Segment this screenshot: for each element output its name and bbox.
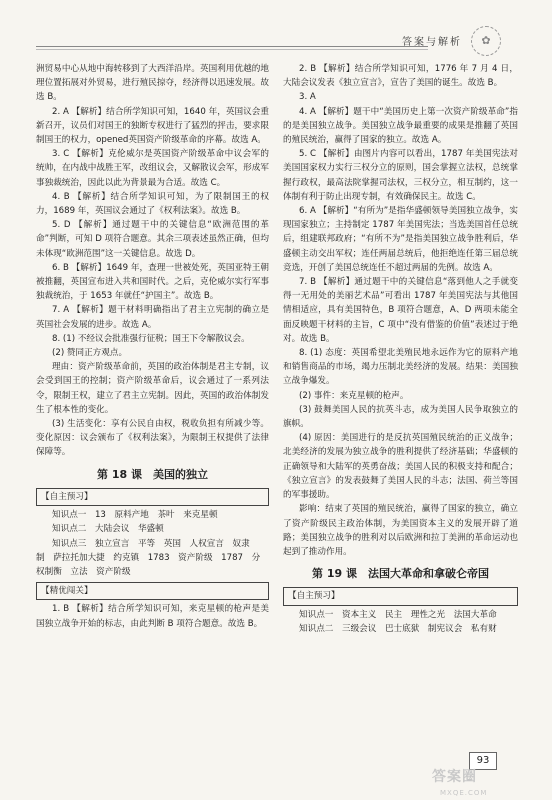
header-rule-secondary (36, 49, 428, 50)
answer-paragraph: 8. (1) 不经议会批准强行征税；国王下令解散议会。 (52, 333, 250, 344)
knowledge-point-line: 知识点一 资本主义 民主 理性之光 法国大革命 (299, 609, 497, 620)
answer-paragraph: 1. B 【解析】结合所学知识可知，来克星顿的枪声是美国独立战争开始的标志，由此判断 B 项符合题意。故选 B。 (36, 604, 269, 629)
lesson-19-title: 第 19 课 法国大革命和拿破仑帝国 (312, 567, 489, 581)
knowledge-point-line: 知识点一 13 原料产地 茶叶 来克星顿 (52, 510, 218, 521)
answer-paragraph: 7. A 【解析】题干材料明确指出了君主立宪制的确立是英国社会发展的进步。故选 A。 (36, 305, 269, 330)
answer-paragraph: 7. B 【解析】通过题干中的关键信息“落到他人之手就变得一无用处的美丽艺术品”可看出 1787 年美国宪法与其他国情相适应，具有美国特色，B 项符合题意，A、D 两项未能全面反映题干材料的主旨，C 项中“没有借鉴的价值”表述过于绝对。故选 B。 (283, 277, 518, 344)
watermark-logo: 答案圈 (432, 769, 477, 785)
answer-paragraph: 3. C 【解析】克伦威尔是英国资产阶级革命中议会军的统帅，在内战中战胜王军，改组议会，又解散议会军，形成军事独裁统治，因此以此为背景最为合适。故选 C。 (36, 149, 269, 188)
page-number: 93 (469, 752, 497, 770)
answer-paragraph: 4. B 【解析】结合所学知识可知，为了限制国王的权力，1689 年，英国议会通过了《权利法案》。故选 B。 (36, 191, 269, 217)
answer-paragraph: (2) 事件：来克星顿的枪声。 (299, 390, 409, 401)
section-label-practice: 【精优闯关】 (36, 582, 269, 600)
watermark-url: MXQE.COM (440, 789, 488, 797)
answer-paragraph: 2. A 【解析】结合所学知识可知，1640 年，英国议会重新召开，议员们对国王的独断专权进行了猛烈的抨击，要求限制国王的权力，opened英国资产阶级革命的序幕。故选 A。 (36, 106, 269, 146)
header-badge-icon: ✿ (471, 26, 501, 56)
answer-paragraph: 5. D 【解析】通过题干中的关键信息“欧洲范围的革命”判断，可知 D 项符合题意。其余三项表述虽然正确，但均未体现“欧洲范围”这一关键信息。故选 D。 (36, 220, 269, 259)
knowledge-point-line: 知识点二 三级会议 巴士底狱 制宪议会 私有财 (299, 623, 497, 634)
answer-paragraph: 理由：资产阶级革命前，英国的政治体制是君主专制，议会受到国王的控制；资产阶级革命后，议会通过了一系列法令，限制王权，建立了君主立宪制。因此，英国的政治体制发生了根本性的变化。 (36, 362, 269, 415)
answer-paragraph: (4) 原因：美国进行的是反抗英国殖民统治的正义战争；北美经济的发展为独立战争的胜利提供了经济基础；华盛顿的正确领导和大陆军的英勇奋战；美国人民的积极支持和配合；《独立宣言》的发表鼓舞了美国人民的斗志；法国、荷兰等国的军事援助。 (283, 433, 518, 501)
left-column (36, 62, 269, 631)
knowledge-point-line: 制 萨拉托加大捷 约克镇 1783 资产阶级 1787 分 (36, 552, 261, 563)
knowledge-point-line: 权制衡 立法 资产阶级 (36, 566, 131, 577)
answer-paragraph: 6. B 【解析】1649 年，查理一世被处死，英国亚特王朝被推翻，英国宣布进入共和国时代。之后，克伦威尔实行军事独裁统治，于 1653 年就任“护国主”。故选 B。 (36, 262, 269, 302)
answer-paragraph: 6. A 【解析】“有所为”是指华盛顿领导美国独立战争，实现国家独立；主持制定 1787 年美国宪法；当选美国首任总统后，组建联邦政府；“有所不为”是指美国独立战争胜利后，华盛顿主动交出军权；连任两届总统后，他拒绝连任第三届总统竞选，开创了美国总统连任不超过两届的先例。故选 A。 (283, 206, 518, 273)
answer-paragraph: (3) 鼓舞美国人民的抗英斗志，成为美国人民争取独立的旗帜。 (283, 404, 518, 430)
knowledge-point-line: 知识点二 大陆会议 华盛顿 (52, 524, 164, 535)
answer-paragraph: 8. (1) 态度：英国希望北美殖民地永远作为它的原料产地和销售商品的市场，竭力压制北美经济的发展。结果：美国独立战争爆发。 (283, 348, 518, 387)
answer-paragraph: 5. C 【解析】由图片内容可以看出，1787 年美国宪法对美国国家权力实行三权分立的原则，国会掌握立法权，总统掌握行政权，最高法院掌握司法权，三权分立，相互制约，这一体制有利于防止出现专制，有效确保民主。故选 C。 (283, 149, 518, 202)
answer-paragraph: 影响：结束了英国的殖民统治，赢得了国家的独立，确立了资产阶级民主政治体制，为美国资本主义的发展开辟了道路；美国独立战争的胜利对以后欧洲和拉丁美洲的革命运动也起到了推动作用。 (283, 504, 518, 557)
knowledge-point-line: 知识点三 独立宣言 平等 英国 人权宣言 奴隶 (52, 538, 250, 549)
header-title: 答案与解析 (402, 37, 462, 48)
answer-paragraph: (2) 赞同正方观点。 (52, 348, 128, 359)
answer-paragraph: (3) 生活变化：享有公民自由权，税收负担有所减少等。变化原因：议会颁布了《权利法案》，为限制王权提供了法律保障等。 (36, 419, 269, 458)
answer-paragraph: 2. B 【解析】结合所学知识可知，1776 年 7 月 4 日，大陆会议发表《独立宣言》，宣告了美国的诞生。故选 B。 (283, 64, 518, 89)
lesson-18-title: 第 18 课 美国的独立 (97, 467, 208, 481)
answer-paragraph: 3. A (299, 92, 316, 103)
answer-paragraph: 洲贸易中心从地中海转移到了大西洋沿岸。英国利用优越的地理位置拓展对外贸易，进行殖民掠夺，经济得以迅速发展。故选 B。 (36, 64, 269, 103)
answer-paragraph: 4. A 【解析】题干中“美国历史上第一次资产阶级革命”指的是美国独立战争。美国独立战争最重要的成果是推翻了英国的殖民统治，赢得了国家的独立。故选 A。 (283, 106, 518, 146)
section-label-preview: 【自主预习】 (283, 587, 518, 605)
header-rule (36, 46, 428, 47)
right-column (283, 62, 518, 636)
section-label-preview: 【自主预习】 (36, 488, 269, 506)
